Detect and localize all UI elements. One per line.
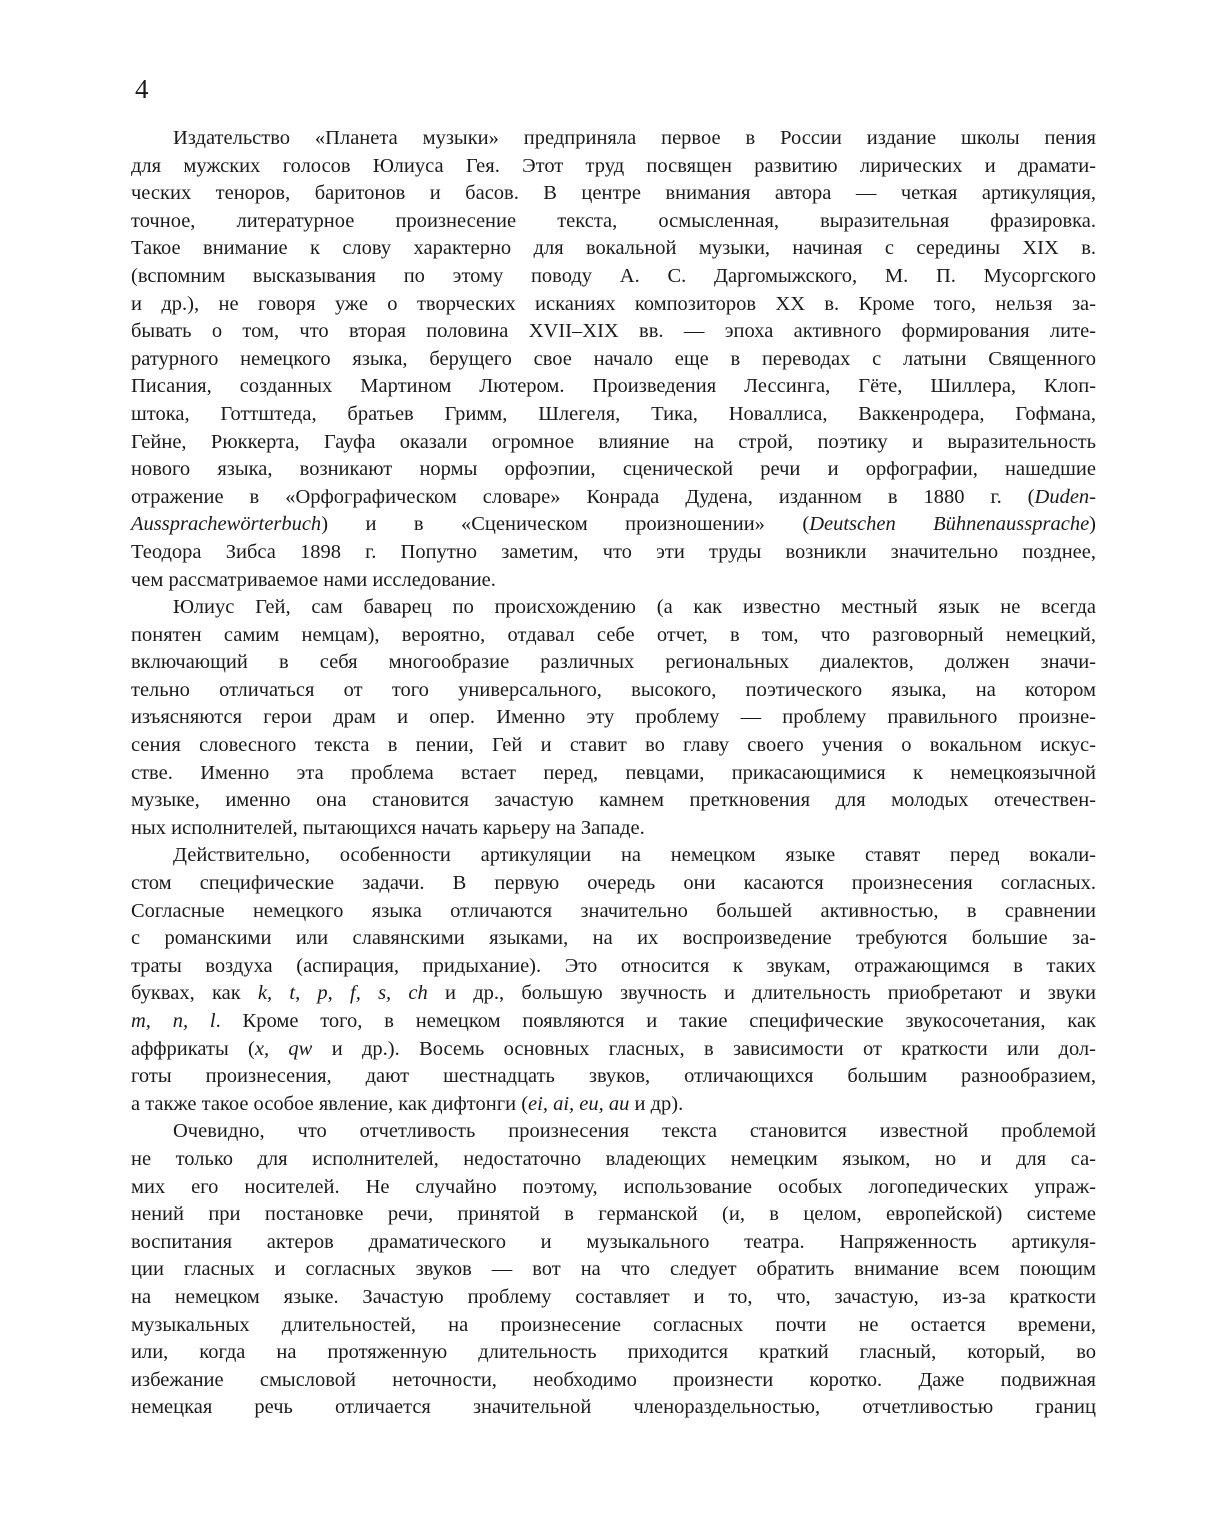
text-run: Юлиус Гей, сам баварец по происхождению (а как известно местный язык не всегда bbox=[173, 596, 1096, 619]
paragraph bbox=[131, 594, 1096, 842]
text-run: ратурного немецкого языка, берущего свое начало еще в переводах с латыни Священного bbox=[131, 347, 1096, 370]
text-line bbox=[131, 760, 1096, 788]
paragraph bbox=[131, 125, 1096, 594]
text-line bbox=[131, 1284, 1096, 1312]
text-line bbox=[131, 1367, 1096, 1395]
italic-term: ei, ai, eu, au bbox=[528, 1092, 630, 1115]
text-line bbox=[131, 787, 1096, 815]
text-line bbox=[131, 456, 1096, 484]
text-line bbox=[131, 208, 1096, 236]
text-line bbox=[131, 1146, 1096, 1174]
text-run: стве. Именно эта проблема встает перед, певцами, прикасающимися к немецкоязычной bbox=[131, 761, 1096, 784]
text-run: и др). bbox=[629, 1092, 684, 1115]
text-run: на немецком языке. Зачастую проблему составляет и то, что, зачастую, из-за краткости bbox=[131, 1285, 1096, 1308]
text-line bbox=[131, 291, 1096, 319]
text-line bbox=[131, 429, 1096, 457]
text-line bbox=[131, 180, 1096, 208]
text-run: траты воздуха (аспирация, придыхание). Это относится к звукам, отражающимся в таких bbox=[131, 954, 1096, 977]
text-run: музыке, именно она становится зачастую камнем преткновения для молодых отечествен- bbox=[131, 789, 1096, 812]
text-line bbox=[131, 1201, 1096, 1229]
text-run: музыкальных длительностей, на произнесение согласных почти не остается времени, bbox=[131, 1313, 1096, 1336]
text-run: ) и в «Сценическом произношении» ( bbox=[321, 513, 810, 536]
text-line bbox=[131, 1256, 1096, 1284]
text-run: чем рассматриваемое нами исследование. bbox=[131, 568, 496, 591]
text-line bbox=[131, 539, 1096, 567]
text-run: Такое внимание к слову характерно для вокальной музыки, начиная с середины XIX в. bbox=[131, 237, 1096, 260]
text-line bbox=[131, 953, 1096, 981]
text-run: Очевидно, что отчетливость произнесения текста становится известной проблемой bbox=[173, 1120, 1096, 1143]
text-run: включающий в себя многообразие различных региональных диалектов, должен значи- bbox=[131, 651, 1096, 674]
text-run: Действительно, особенности артикуляции на немецком языке ставят перед вокали- bbox=[173, 844, 1096, 867]
text-line bbox=[131, 1091, 1096, 1119]
text-line bbox=[131, 263, 1096, 291]
text-line bbox=[131, 1063, 1096, 1091]
text-run: Согласные немецкого языка отличаются значительно большей активностью, в сравнении bbox=[131, 899, 1096, 922]
text-line bbox=[131, 1174, 1096, 1202]
text-line bbox=[131, 1394, 1096, 1422]
text-line bbox=[131, 346, 1096, 374]
text-run: мих его носителей. Не случайно поэтому, использование особых логопедических упраж- bbox=[131, 1175, 1096, 1198]
text-line bbox=[131, 1118, 1096, 1146]
text-run: изъясняются герои драм и опер. Именно эту проблему — проблему правильного произне- bbox=[131, 706, 1096, 729]
text-run: Теодора Зибса 1898 г. Попутно заметим, что эти труды возникли значительно позднее, bbox=[131, 540, 1096, 563]
text-run: воспитания актеров драматического и музыкального театра. Напряженность артикуля- bbox=[131, 1230, 1096, 1253]
text-run: и др., большую звучность и длительность приобретают и звуки bbox=[427, 982, 1097, 1005]
text-line bbox=[131, 567, 1096, 595]
text-run: понятен самим немцам), вероятно, отдавал себе отчет, в том, что разговорный немецкий, bbox=[131, 623, 1096, 646]
text-line bbox=[131, 622, 1096, 650]
text-run: не только для исполнителей, недостаточно владеющих немецким языком, но и для са- bbox=[131, 1147, 1096, 1170]
text-run: точное, литературное произнесение текста, осмысленная, выразительная фразировка. bbox=[131, 209, 1096, 232]
text-line bbox=[131, 511, 1096, 539]
text-run: а также такое особое явление, как дифтонги ( bbox=[131, 1092, 529, 1115]
italic-term: Deutschen Bühnenaussprache bbox=[809, 513, 1090, 536]
text-line bbox=[131, 732, 1096, 760]
text-line bbox=[131, 815, 1096, 843]
italic-term: Duden- bbox=[1034, 485, 1096, 508]
text-run: нового языка, возникают нормы орфоэпии, сценической речи и орфографии, нашедшие bbox=[131, 458, 1096, 481]
text-line bbox=[131, 649, 1096, 677]
text-run: избежание смысловой неточности, необходимо произнести коротко. Даже подвижная bbox=[131, 1368, 1096, 1391]
text-line bbox=[131, 594, 1096, 622]
paragraph bbox=[131, 1118, 1096, 1422]
text-line bbox=[131, 1036, 1096, 1064]
text-run: для мужских голосов Юлиуса Гея. Этот труд посвящен развитию лирических и драмати- bbox=[131, 154, 1096, 177]
text-run: штока, Готтштеда, братьев Гримм, Шлегеля, Тика, Новаллиса, Ваккенродера, Гофмана, bbox=[131, 402, 1096, 425]
italic-term: k, t, p, f, s, ch bbox=[257, 982, 428, 1005]
text-run: ческих теноров, баритонов и басов. В центре внимания автора — четкая артикуляция, bbox=[131, 182, 1096, 205]
text-run: (вспомним высказывания по этому поводу А. С. Даргомыжского, М. П. Мусоргского bbox=[131, 264, 1096, 287]
text-line bbox=[131, 1339, 1096, 1367]
text-run: бывать о том, что вторая половина XVII–XIX вв. — эпоха активного формирования лите- bbox=[131, 320, 1096, 343]
text-run: . Кроме того, в немецком появляются и такие специфические звукосочетания, как bbox=[215, 1010, 1097, 1032]
text-run: ных исполнителей, пытающихся начать карьеру на Западе. bbox=[131, 816, 645, 839]
text-run: готы произнесения, дают шестнадцать звуков, отличающихся большим разнообразием, bbox=[131, 1065, 1096, 1088]
text-line bbox=[131, 125, 1096, 153]
text-run: Гейне, Рюккерта, Гауфа оказали огромное влияние на строй, поэтику и выразительность bbox=[131, 430, 1096, 453]
paragraph bbox=[131, 842, 1096, 1118]
page-number: 4 bbox=[135, 74, 149, 104]
text-line bbox=[131, 842, 1096, 870]
text-run: ) bbox=[1089, 513, 1096, 536]
text-line bbox=[131, 870, 1096, 898]
text-line bbox=[131, 373, 1096, 401]
text-run: Писания, созданных Мартином Лютером. Произведения Лессинга, Гёте, Шиллера, Клоп- bbox=[131, 375, 1096, 398]
text-line bbox=[131, 898, 1096, 926]
text-run: тельно отличаться от того универсального, высокого, поэтического языка, на котором bbox=[131, 678, 1096, 701]
text-run: буквах, как bbox=[131, 982, 258, 1005]
text-run: и др.). Восемь основных гласных, в зависимости от краткости или дол- bbox=[312, 1037, 1096, 1060]
text-run: Издательство «Планета музыки» предприняла первое в России издание школы пения bbox=[173, 127, 1096, 149]
text-line bbox=[131, 484, 1096, 512]
text-line bbox=[131, 925, 1096, 953]
text-run: и др.), не говоря уже о творческих исканиях композиторов XX в. Кроме того, нельзя за- bbox=[131, 292, 1096, 315]
text-line bbox=[131, 1229, 1096, 1257]
text-run: нений при постановке речи, принятой в германской (и, в целом, европейской) системе bbox=[131, 1203, 1096, 1226]
italic-term: m, n, l bbox=[131, 1010, 216, 1032]
text-line bbox=[131, 980, 1096, 1008]
body-text bbox=[131, 125, 1096, 1422]
text-run: аффрикаты ( bbox=[131, 1037, 255, 1060]
text-run: или, когда на протяженную длительность приходится краткий гласный, который, во bbox=[131, 1341, 1096, 1364]
text-line bbox=[131, 235, 1096, 263]
italic-term: x, qw bbox=[254, 1037, 313, 1060]
text-run: немецкая речь отличается значительной членораздельностью, отчетливостью границ bbox=[131, 1396, 1096, 1419]
text-line bbox=[131, 1312, 1096, 1340]
text-line bbox=[131, 1008, 1096, 1036]
text-line bbox=[131, 401, 1096, 429]
text-run: стом специфические задачи. В первую очередь они касаются произнесения согласных. bbox=[131, 872, 1096, 895]
text-line bbox=[131, 318, 1096, 346]
text-run: отражение в «Орфографическом словаре» Конрада Дудена, изданном в 1880 г. ( bbox=[131, 485, 1035, 508]
text-line bbox=[131, 677, 1096, 705]
text-line bbox=[131, 153, 1096, 181]
italic-term: Aussprachewörterbuch bbox=[131, 513, 322, 536]
text-run: сения словесного текста в пении, Гей и ставит во главу своего учения о вокальном искус- bbox=[131, 734, 1096, 757]
text-run: с романскими или славянскими языками, на их воспроизведение требуются большие за- bbox=[131, 927, 1096, 950]
text-line bbox=[131, 704, 1096, 732]
text-run: ции гласных и согласных звуков — вот на что следует обратить внимание всем поющим bbox=[131, 1258, 1096, 1281]
